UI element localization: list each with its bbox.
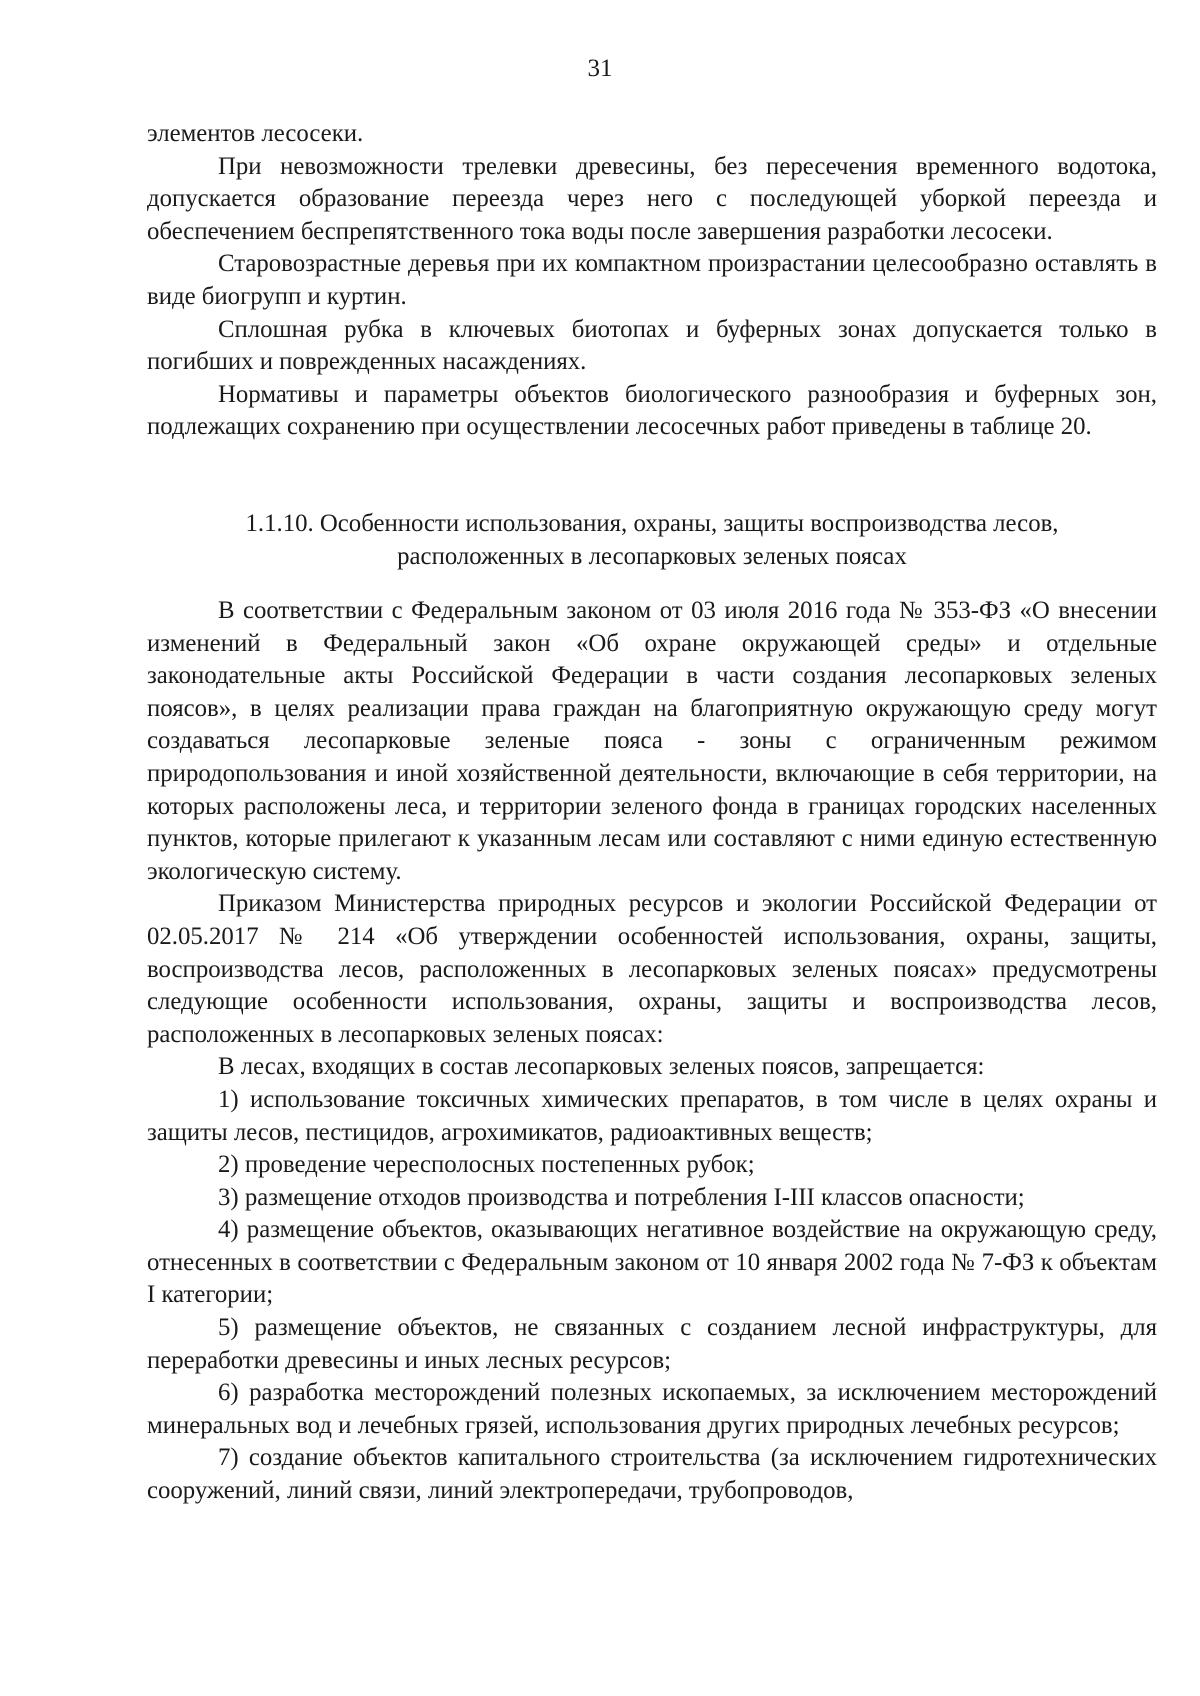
text-block-top <box>147 118 1157 444</box>
list-item: 6) разработка месторождений полезных ископаемых, за исключением месторождений минеральных вод и лечебных грязей, использования других природных лечебных ресурсов; <box>147 1379 1157 1439</box>
list-item: 2) проведение чересполосных постепенных рубок; <box>218 1151 755 1179</box>
section-heading-line: расположенных в лесопарковых зеленых поясах <box>397 542 907 570</box>
paragraph: Сплошная рубка в ключевых биотопах и буферных зонах допускается только в погибших и поврежденных насаждениях. <box>147 315 1157 376</box>
text-block-bottom <box>147 595 1157 1508</box>
paragraph: При невозможности трелевки древесины, без пересечения временного водотока, допускается образование переезда через него с последующей уборкой переезда и обеспечением беспрепятственного тока воды после завершения разработки лесосеки. <box>147 152 1157 245</box>
paragraph: Нормативы и параметры объектов биологического разнообразия и буферных зон, подлежащих сохранению при осуществлении лесосечных работ приведены в таблице 20. <box>147 380 1157 441</box>
list-item: 5) размещение объектов, не связанных с созданием лесной инфраструктуры, для переработки древесины и иных лесных ресурсов; <box>147 1314 1157 1374</box>
list-item: 4) размещение объектов, оказывающих негативное воздействие на окружающую среду, отнесенных в соответствии с Федеральным законом от 10 января 2002 года № 7-ФЗ к объектам I категории; <box>147 1216 1157 1309</box>
paragraph: Старовозрастные деревья при их компактном произрастании целесообразно оставлять в виде биогрупп и куртин. <box>147 250 1157 310</box>
paragraph: В лесах, входящих в состав лесопарковых зеленых поясов, запрещается: <box>218 1053 985 1081</box>
paragraph: В соответствии с Федеральным законом от 03 июля 2016 года № 353-ФЗ «О внесении изменений в Федеральный закон «Об охране окружающей среды» и отдельные законодательные акты Российской Федерации в части создания лесопарковых зеленых поясов», в целях реализации права граждан на благоприятную окружающую среду могут создаваться лесопарковые зеленые пояса - зоны с ограниченным режимом природопользования и иной хозяйственной деятельности, включающие в себя территории, на которых расположены леса, и территории зеленого фонда в границах городских населенных пунктов, которые прилегают к указанным лесам или составляют с ними единую естественную экологическую систему. <box>147 597 1157 885</box>
list-item: 1) использование токсичных химических препаратов, в том числе в целях охраны и защиты лесов, пестицидов, агрохимикатов, радиоактивных веществ; <box>147 1085 1157 1146</box>
paragraph: Приказом Министерства природных ресурсов и экологии Российской Федерации от 02.05.2017 № 214 «Об утверждении особенностей использования, охраны, защиты, воспроизводства лесов, расположенных в лесопарковых зеленых поясах» предусмотрены следующие особенности использования, охраны, защиты и воспроизводства лесов, расположенных в лесопарковых зеленых поясах: <box>147 890 1157 1048</box>
paragraph: элементов лесосеки. <box>147 120 364 147</box>
list-item: 7) создание объектов капитального строительства (за исключением гидротехнических сооружений, линий связи, линий электропередачи, трубопроводов, <box>147 1444 1157 1505</box>
section-heading-line: 1.1.10. Особенности использования, охраны, защиты воспроизводства лесов, <box>245 510 1059 537</box>
list-item: 3) размещение отходов производства и потребления I-III классов опасности; <box>218 1183 1025 1211</box>
page-number: 31 <box>587 55 613 82</box>
section-heading <box>147 508 1157 573</box>
